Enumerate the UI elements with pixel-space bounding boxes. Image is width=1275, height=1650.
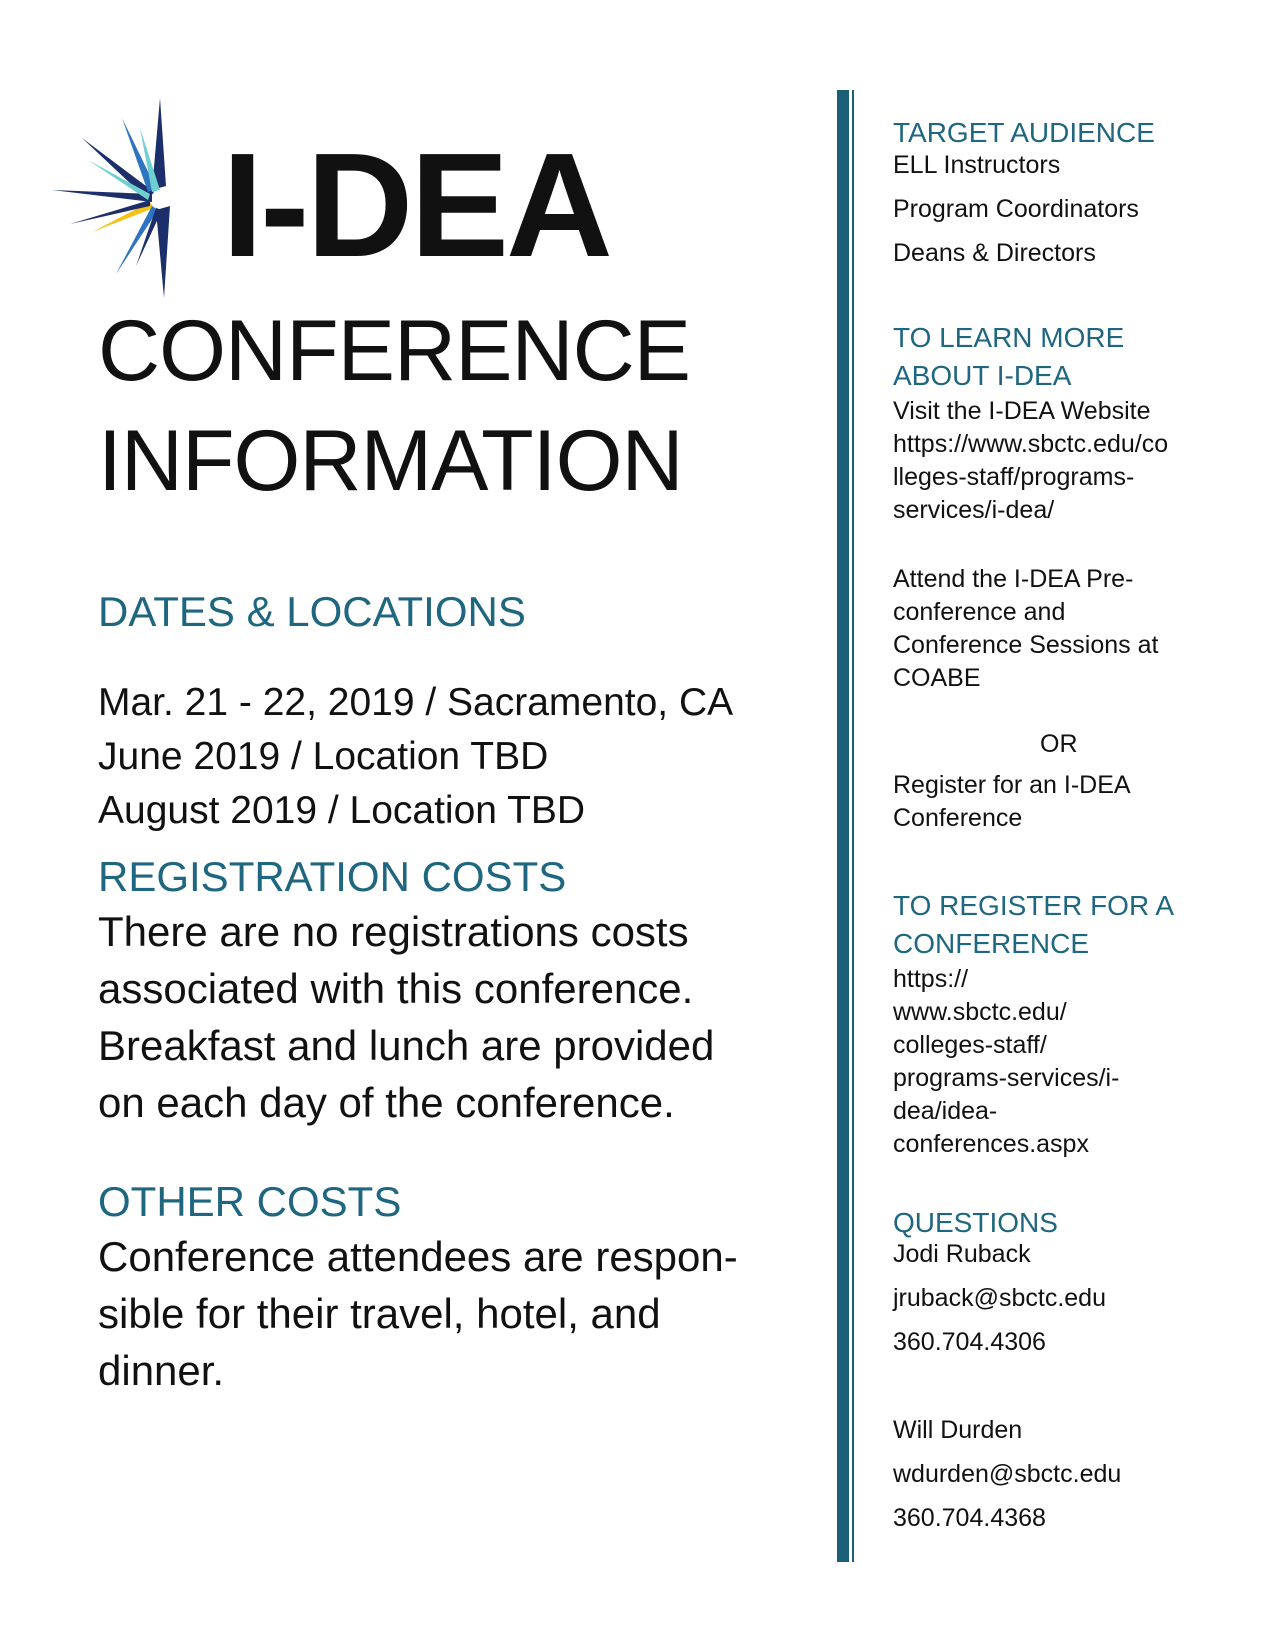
visit-label: Visit the I-DEA Website — [893, 397, 1151, 425]
sidebar-divider — [837, 90, 849, 1562]
url-line: www.sbctc.edu/ — [893, 998, 1067, 1026]
dates-heading: DATES & LOCATIONS — [98, 588, 526, 635]
title-line-1: CONFERENCE — [98, 303, 691, 399]
audience-item: Deans & Directors — [893, 239, 1096, 267]
url-line: programs-services/i- — [893, 1064, 1120, 1092]
logo-wordmark: I-DEA — [222, 123, 610, 288]
target-audience-heading: TARGET AUDIENCE — [893, 117, 1155, 148]
text-line: sible for their travel, hotel, and — [98, 1290, 661, 1337]
text-line: Breakfast and lunch are provided — [98, 1022, 715, 1069]
url-line: colleges-staff/ — [893, 1031, 1047, 1059]
questions-heading: QUESTIONS — [893, 1207, 1058, 1238]
text-line: COABE — [893, 664, 981, 692]
contact-phone: 360.704.4306 — [893, 1328, 1046, 1356]
contact-name: Will Durden — [893, 1416, 1023, 1444]
register-link[interactable] — [893, 963, 1263, 1161]
starburst-icon — [52, 98, 182, 298]
date-item: June 2019 / Location TBD — [98, 735, 549, 778]
or-label: OR — [1040, 730, 1078, 758]
heading-line: TO LEARN MORE — [893, 322, 1125, 353]
attend-text — [893, 563, 1263, 695]
url-line: lleges-staff/programs- — [893, 463, 1135, 491]
learn-more-heading — [893, 319, 1263, 395]
url-line: services/i-dea/ — [893, 496, 1055, 524]
text-line: Conference Sessions at — [893, 631, 1159, 659]
contact-email[interactable]: jruback@sbctc.edu — [893, 1284, 1106, 1312]
register-text — [893, 769, 1263, 835]
text-line: dinner. — [98, 1347, 225, 1394]
contact-phone: 360.704.4368 — [893, 1504, 1046, 1532]
heading-line: ABOUT I-DEA — [893, 360, 1072, 391]
url-line: conferences.aspx — [893, 1130, 1089, 1158]
other-costs-heading: OTHER COSTS — [98, 1178, 402, 1225]
url-line: dea/idea- — [893, 1097, 998, 1125]
text-line: Conference attendees are respon- — [98, 1233, 738, 1280]
registration-text — [98, 903, 828, 1131]
register-heading — [893, 887, 1263, 963]
website-link[interactable] — [893, 428, 1263, 527]
text-line: associated with this conference. — [98, 965, 694, 1012]
url-line: https://www.sbctc.edu/co — [893, 430, 1169, 458]
sidebar-divider-thin — [852, 90, 854, 1562]
text-line: Conference — [893, 804, 1023, 832]
dates-list — [98, 676, 733, 838]
target-audience-list — [893, 143, 1263, 275]
text-line: on each day of the conference. — [98, 1079, 675, 1126]
text-line: conference and — [893, 598, 1066, 626]
url-line: https:// — [893, 965, 969, 993]
text-line: Register for an I-DEA — [893, 771, 1131, 799]
learn-more-text — [893, 395, 1263, 527]
heading-line: TO REGISTER FOR A — [893, 890, 1175, 921]
registration-heading: REGISTRATION COSTS — [98, 853, 567, 900]
date-item: Mar. 21 - 22, 2019 / Sacramento, CA — [98, 681, 734, 724]
date-item: August 2019 / Location TBD — [98, 789, 586, 832]
audience-item: ELL Instructors — [893, 151, 1061, 179]
title-line-2: INFORMATION — [98, 413, 683, 509]
text-line: There are no registrations costs — [98, 908, 689, 955]
audience-item: Program Coordinators — [893, 195, 1139, 223]
contact-1 — [893, 1232, 1263, 1364]
other-costs-text — [98, 1228, 828, 1399]
contact-name: Jodi Ruback — [893, 1240, 1031, 1268]
contact-email[interactable]: wdurden@sbctc.edu — [893, 1460, 1122, 1488]
contact-2 — [893, 1408, 1263, 1540]
text-line: Attend the I-DEA Pre- — [893, 565, 1134, 593]
heading-line: CONFERENCE — [893, 928, 1090, 959]
